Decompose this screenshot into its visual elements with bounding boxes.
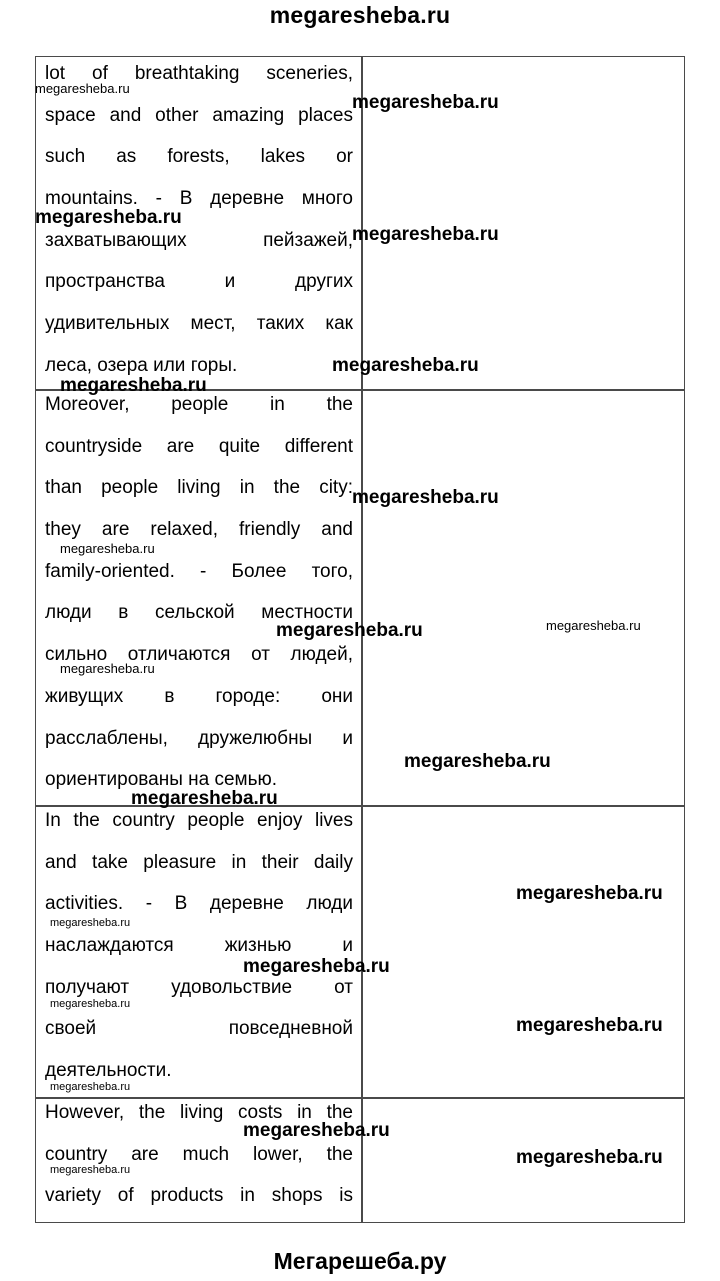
watermark: megaresheba.ru [332, 355, 479, 376]
cell-text-line: люди в сельской местности [45, 602, 353, 624]
watermark: megaresheba.ru [352, 224, 499, 245]
watermark: megaresheba.ru [35, 81, 130, 96]
cell-text-line: than people living in the city: [45, 477, 353, 499]
cell-text-line: пространства и других [45, 271, 353, 293]
cell-text-line: such as forests, lakes or [45, 146, 353, 168]
cell-text-line: ориентированы на семью. [45, 769, 278, 791]
cell-text-line: In the country people enjoy lives [45, 810, 353, 831]
cell-text-line: space and other amazing places [45, 104, 353, 126]
cell-text-line: Moreover, people in the [45, 394, 353, 415]
cell-text-line: леса, озера или горы. [45, 354, 238, 376]
cell-text-line: mountains. - В деревне много [45, 188, 353, 210]
watermark: megaresheba.ru [546, 618, 641, 633]
table-cell-row-4 [45, 1092, 353, 1217]
cell-text-line: деятельности. [45, 1060, 172, 1082]
watermark: megaresheba.ru [243, 1120, 390, 1141]
watermark: megaresheba.ru [243, 956, 390, 977]
cell-text-line: they are relaxed, friendly and [45, 519, 353, 541]
cell-text-line: variety of products in shops is [45, 1185, 353, 1207]
cell-text-line: family-oriented. - Более того, [45, 560, 353, 582]
watermark: megaresheba.ru [516, 883, 663, 904]
cell-text-line: However, the living costs in the [45, 1102, 353, 1123]
cell-text-line: удивительных мест, таких как [45, 313, 353, 335]
cell-text-line: получают удовольствие от [45, 976, 353, 998]
site-footer: Мегарешеба.ру [273, 1248, 447, 1274]
cell-text-line: and take pleasure in their daily [45, 851, 353, 873]
watermark: megaresheba.ru [60, 375, 207, 396]
watermark: megaresheba.ru [352, 92, 499, 113]
watermark: megaresheba.ru [352, 487, 499, 508]
cell-text-line: расслаблены, дружелюбны и [45, 727, 353, 749]
watermark: megaresheba.ru [50, 917, 131, 929]
watermark: megaresheba.ru [60, 541, 155, 556]
site-header: megaresheba.ru [269, 2, 451, 28]
watermark: megaresheba.ru [516, 1015, 663, 1036]
watermark: megaresheba.ru [50, 1164, 131, 1176]
cell-text-line: activities. - В деревне люди [45, 893, 353, 915]
cell-text-line: своей повседневной [45, 1018, 353, 1040]
cell-text-line: захватывающих пейзажей, [45, 229, 353, 251]
watermark: megaresheba.ru [50, 1081, 131, 1093]
watermark: megaresheba.ru [131, 788, 278, 809]
cell-text-line: countryside are quite different [45, 435, 353, 457]
table-cell-row-2 [45, 384, 353, 801]
watermark: megaresheba.ru [50, 998, 131, 1010]
cell-text-line: сильно отличаются от людей, [45, 644, 353, 666]
watermark: megaresheba.ru [276, 620, 423, 641]
table-cell-row-3 [45, 800, 353, 1092]
watermark: megaresheba.ru [404, 751, 551, 772]
watermark: megaresheba.ru [516, 1147, 663, 1168]
watermark: megaresheba.ru [60, 661, 155, 676]
cell-text-line: живущих в городе: они [45, 685, 353, 707]
cell-text-line: country are much lower, the [45, 1143, 353, 1165]
cell-text-line: наслаждаются жизнью и [45, 935, 353, 957]
cell-text-line: lot of breathtaking sceneries, [45, 63, 353, 84]
watermark: megaresheba.ru [35, 207, 182, 228]
